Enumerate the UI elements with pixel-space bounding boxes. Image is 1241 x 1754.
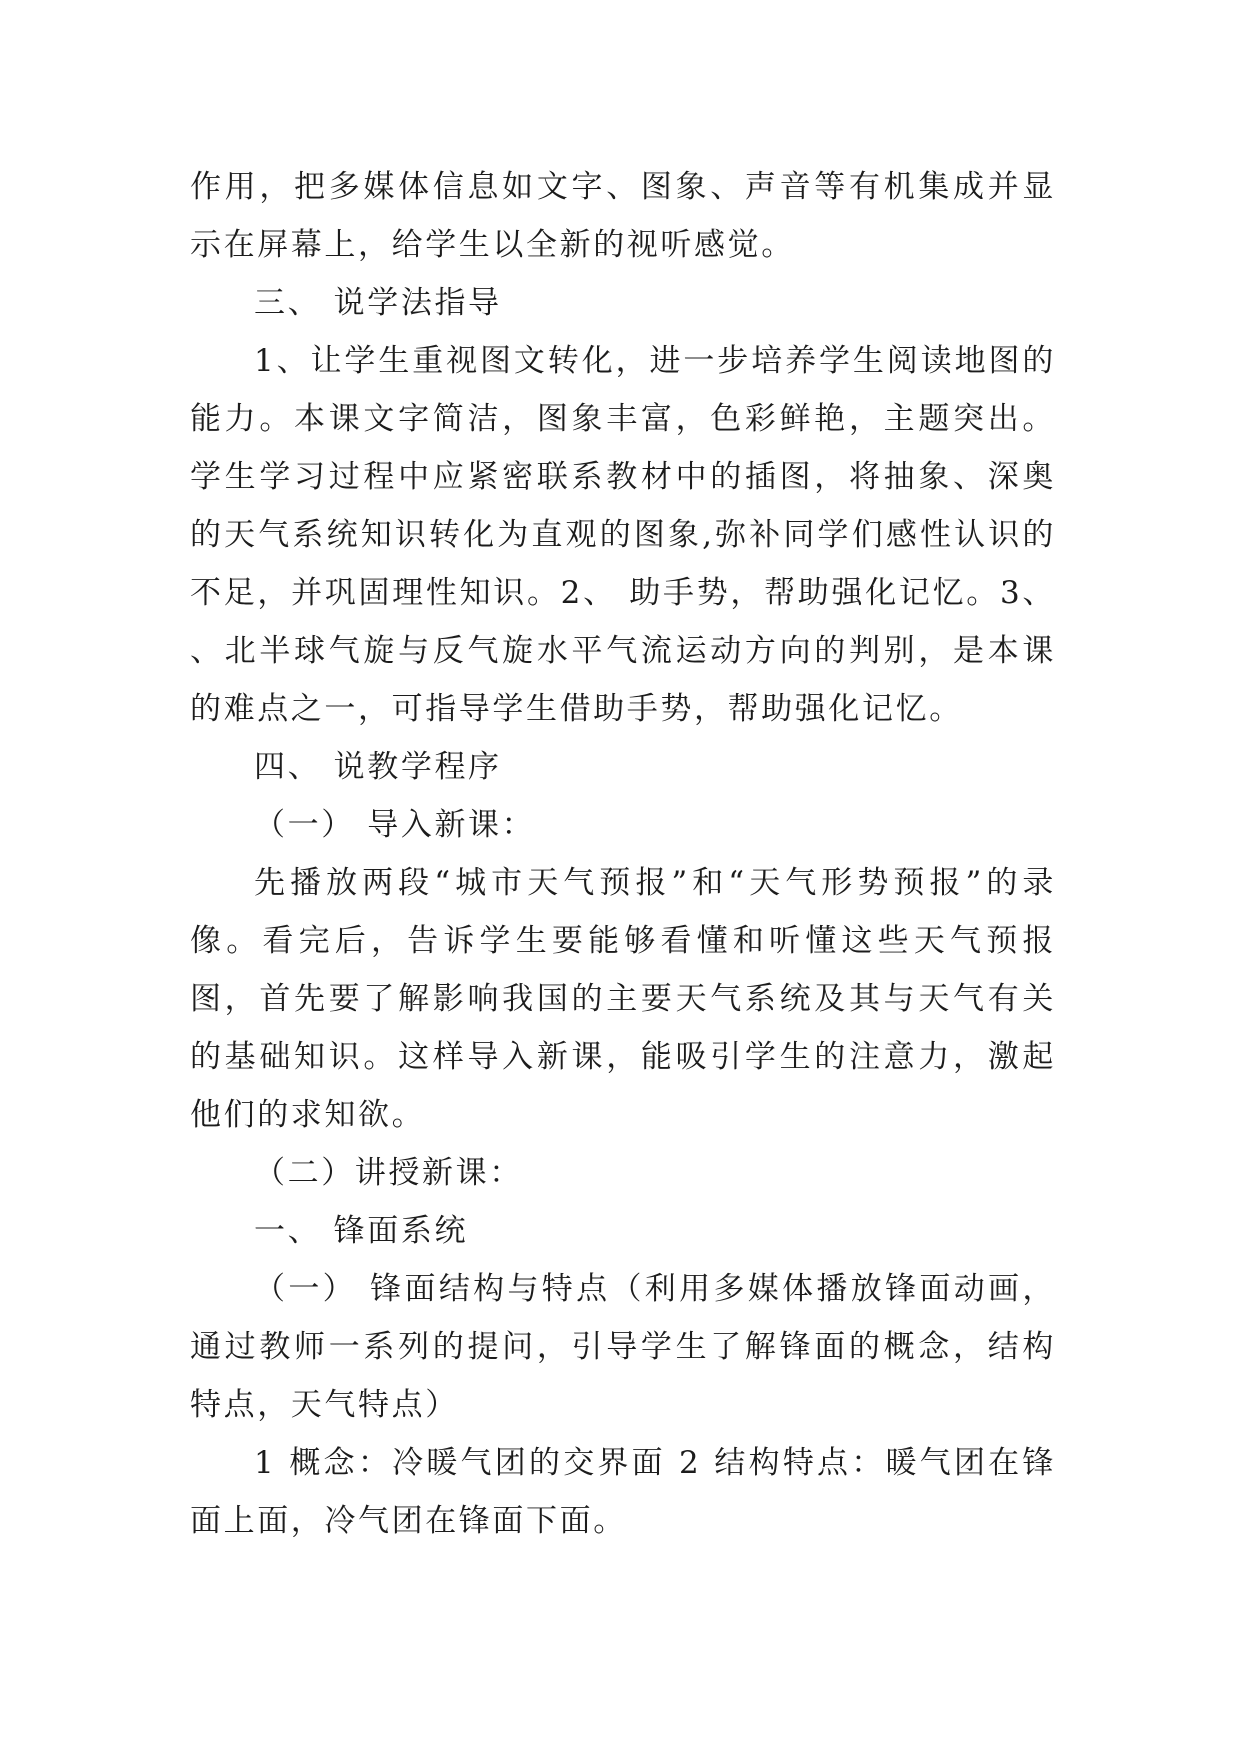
- paragraph-introduction-details: 先播放两段“城市天气预报”和“天气形势预报”的录像。看完后，告诉学生要能够看懂和听懂这些天气预报图，首先要了解影响我国的主要天气系统及其与天气有关的基础知识。这样导入新课，能吸引学生的注意力，激起他们的求知欲。: [190, 865, 1056, 1133]
- paragraph-study-method-details: 1、让学生重视图文转化，进一步培养学生阅读地图的能力。本课文字简洁，图象丰富，色彩鲜艳，主题突出。学生学习过程中应紧密联系教材中的插图，将抽象、深奥的天气系统知识转化为直观的图象,弥补同学们感性认识的不足，并巩固理性知识。2、 助手势，帮助强化记忆。3、 、北半球气旋与反气旋水平气流运动方向的判别，是本课的难点之一，可指导学生借助手势，帮助强化记忆。: [190, 343, 1056, 727]
- document-body: [190, 158, 1056, 1550]
- paragraph-multimedia-intro: 作用，把多媒体信息如文字、图象、声音等有机集成并显示在屏幕上，给学生以全新的视听感觉。: [190, 169, 1056, 263]
- paragraph-front-concept: 1 概念：冷暖气团的交界面 2 结构特点：暖气团在锋面上面，冷气团在锋面下面。: [190, 1445, 1056, 1539]
- section-heading-frontal-system: 一、 锋面系统: [254, 1213, 469, 1249]
- section-heading-study-method: 三、 说学法指导: [254, 285, 502, 321]
- subsection-heading-introduction: （一） 导入新课：: [254, 807, 536, 843]
- subsection-heading-new-lesson: （二）讲授新课：: [254, 1155, 523, 1191]
- section-heading-teaching-procedure: 四、 说教学程序: [254, 749, 502, 785]
- paragraph-front-structure: （一） 锋面结构与特点（利用多媒体播放锋面动画，通过教师一系列的提问，引导学生了解锋面的概念，结构特点，天气特点）: [190, 1271, 1056, 1423]
